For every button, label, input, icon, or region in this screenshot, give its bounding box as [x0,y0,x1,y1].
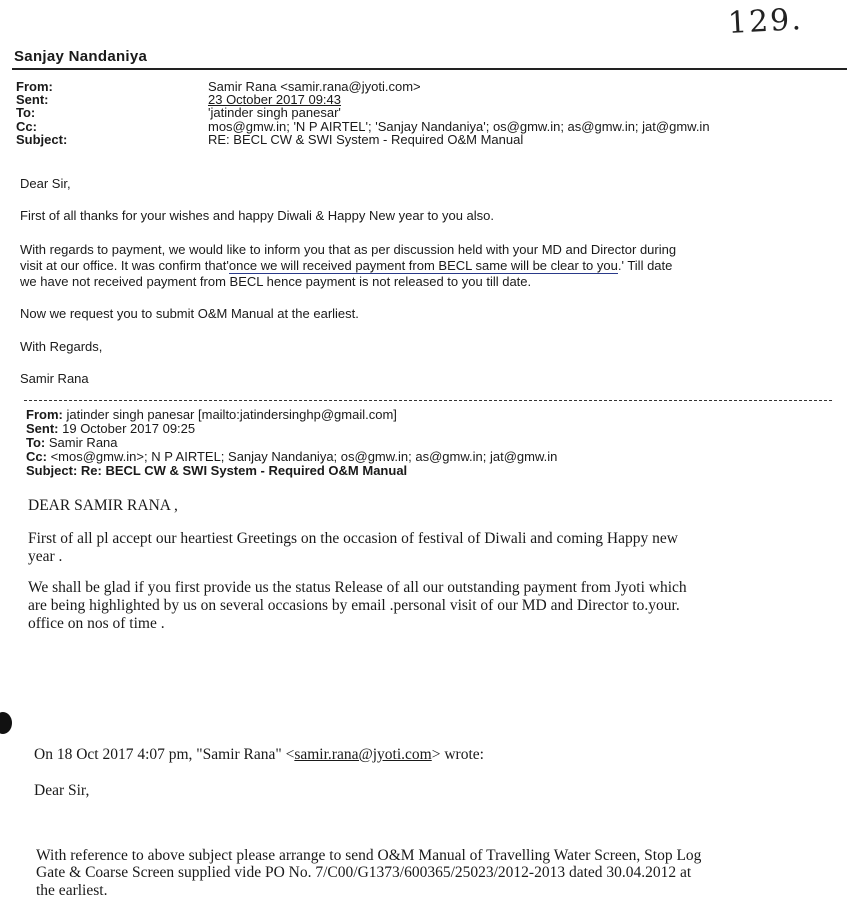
sent-value: 23 October 2017 09:43 [208,92,341,107]
fwd-from-line [26,408,397,422]
fwd-paragraph-2-line-2: are being highlighted by us on several occasions by email .personal visit of our MD and Director to.your. [28,597,680,614]
fwd-from-value: jatinder singh panesar [mailto:jatindersinghp@gmail.com] [66,407,397,422]
fwd-paragraph-2-line-3: office on nos of time . [28,615,165,632]
handwritten-page-number: 129. [727,2,804,41]
fwd-sent-value: 19 October 2017 09:25 [62,421,196,436]
sender-name-heading: Sanjay Nandaniya [14,48,148,65]
to-label: To: [16,105,36,120]
fwd-subject-value: Re: BECL CW & SWI System - Required O&M Manual [80,463,408,478]
reply-paragraph-3: Now we request you to submit O&M Manual at the earliest. [20,306,359,321]
sent-label: Sent: [16,92,49,107]
scan-hole-mark [0,712,12,734]
reply-paragraph-2-line-3: we have not received payment from BECL hence payment is not released to you till date. [20,274,532,289]
fwd-from-label: From: [26,407,63,422]
quoted-paragraph-line-2: Gate & Coarse Screen supplied vide PO No. 7/C00/G1373/600365/25023/2012-2013 dated 30.04.2012 at [36,864,692,881]
fwd-to-label: To: [26,435,46,450]
quoted-intro-a: On 18 Oct 2017 4:07 pm, "Samir Rana" < [34,746,295,763]
fwd-paragraph-2-line-1: We shall be glad if you first provide us the status Release of all our outstanding payment from Jyoti which [28,579,687,596]
fwd-sent-line [26,422,195,436]
quoted-paragraph-line-1: With reference to above subject please arrange to send O&M Manual of Travelling Water Screen, Stop Log [36,847,702,864]
message-separator [24,400,832,401]
reply-p2-highlighted: once we will received payment from BECL same will be clear to you [228,258,618,273]
quoted-greeting: Dear Sir, [34,782,90,799]
reply-greeting: Dear Sir, [20,176,71,191]
fwd-paragraph-1-line-1: First of all pl accept our heartiest Greetings on the occasion of festival of Diwali and coming Happy new [28,530,678,547]
quoted-email-link[interactable]: samir.rana@jyoti.com [294,746,432,763]
fwd-paragraph-1-line-2: year . [28,548,63,565]
header-rule [12,68,847,70]
from-value: Samir Rana <samir.rana@jyoti.com> [208,79,421,94]
reply-signature: Samir Rana [20,371,89,386]
cc-label: Cc: [16,119,37,134]
reply-paragraph-1: First of all thanks for your wishes and happy Diwali & Happy New year to you also. [20,208,494,223]
quoted-intro-line [34,746,484,763]
reply-paragraph-2-line-2 [20,258,672,274]
reply-p2-text-b: .' Till date [617,258,673,273]
fwd-to-value: Samir Rana [48,435,118,450]
quoted-intro-b: > wrote: [431,746,484,763]
to-value: 'jatinder singh panesar' [208,105,341,120]
fwd-to-line [26,436,118,450]
reply-p2-text-a: visit at our office. It was confirm that' [20,258,229,273]
fwd-greeting: DEAR SAMIR RANA , [28,497,178,514]
fwd-subject-line [26,464,407,478]
fwd-subject-label: Subject: [26,463,78,478]
reply-closing: With Regards, [20,339,103,354]
fwd-cc-line [26,450,557,464]
fwd-cc-value: <mos@gmw.in>; N P AIRTEL; Sanjay Nandaniya; os@gmw.in; as@gmw.in; jat@gmw.in [50,449,558,464]
fwd-sent-label: Sent: [26,421,59,436]
quoted-paragraph-line-3: the earliest. [36,882,108,899]
fwd-cc-label: Cc: [26,449,47,464]
subject-label: Subject: [16,132,68,147]
from-label: From: [16,79,53,94]
subject-value: RE: BECL CW & SWI System - Required O&M Manual [208,132,524,147]
cc-value: mos@gmw.in; 'N P AIRTEL'; 'Sanjay Nandaniya'; os@gmw.in; as@gmw.in; jat@gmw.in [208,119,710,134]
reply-paragraph-2-line-1: With regards to payment, we would like to inform you that as per discussion held with your MD and Director during [20,242,677,257]
